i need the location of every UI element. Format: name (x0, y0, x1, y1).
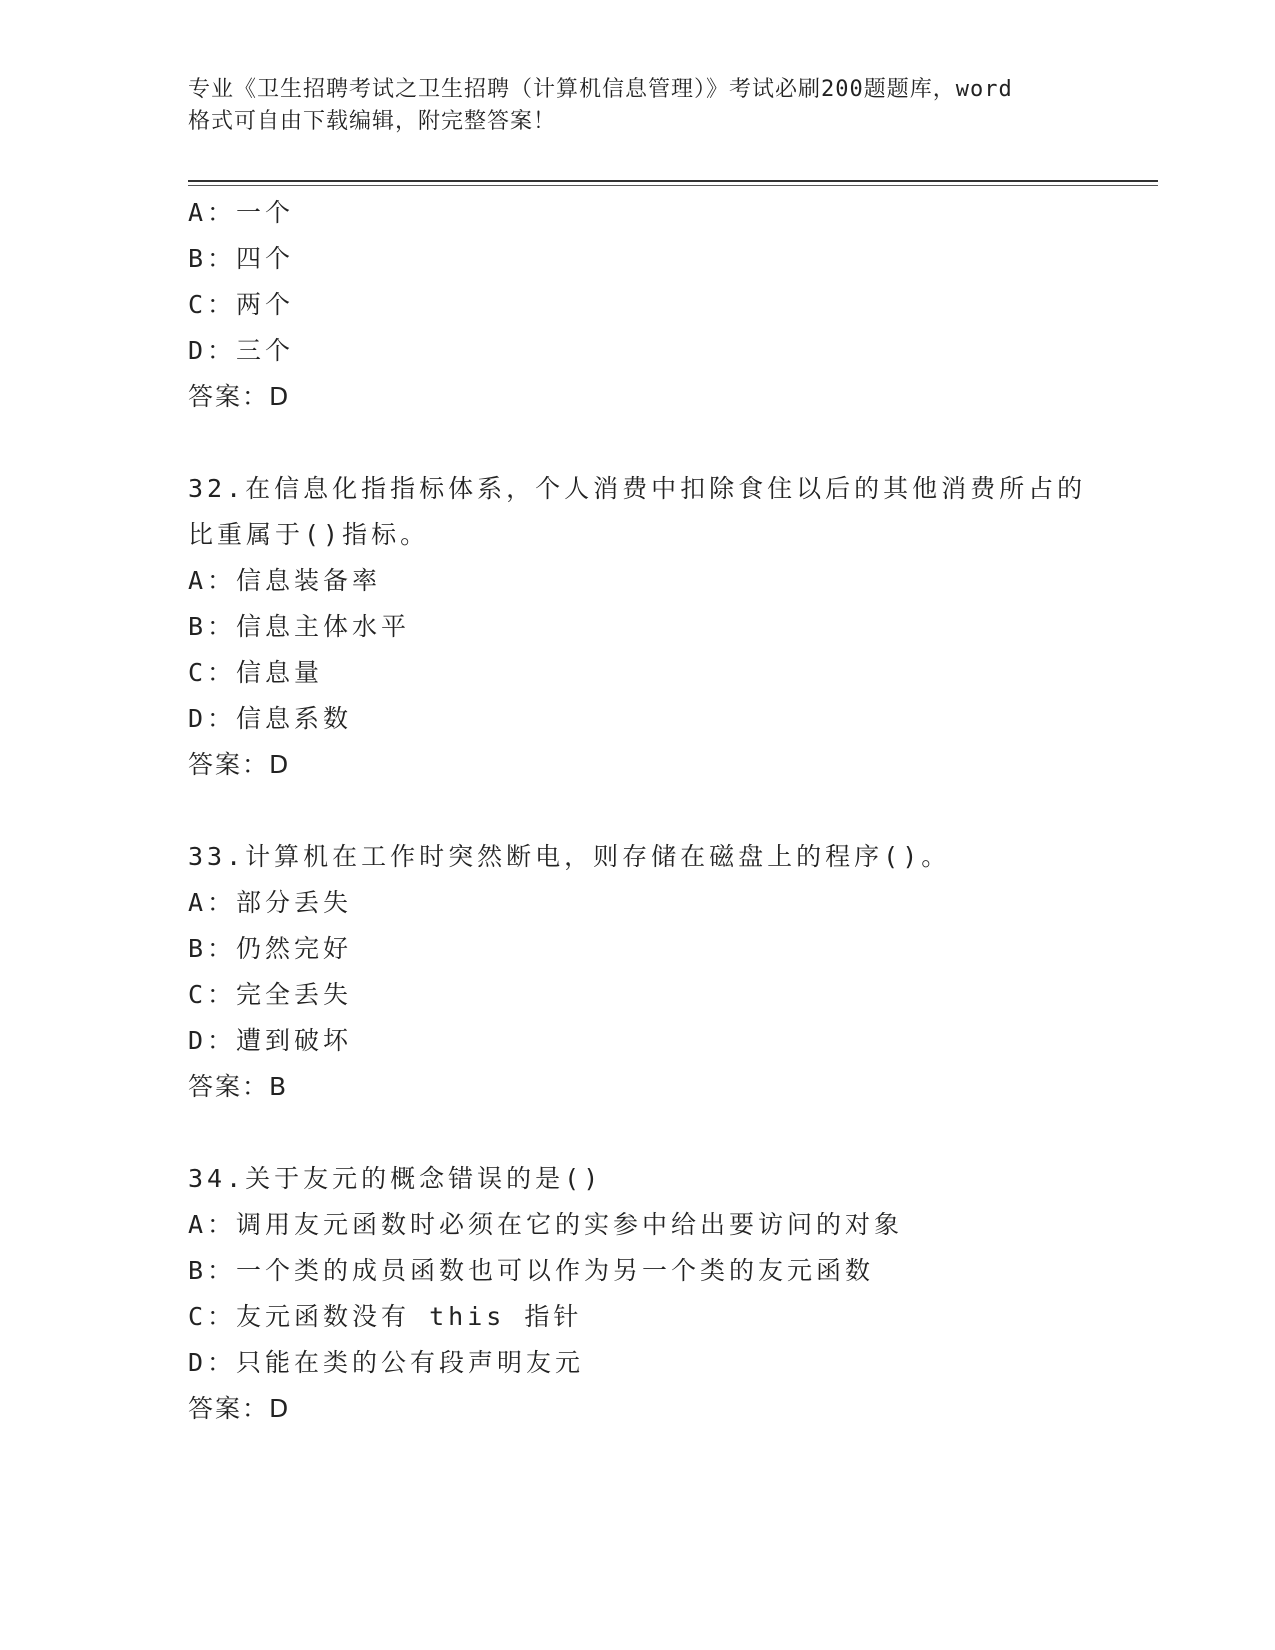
option-d: D：只能在类的公有段声明友元 (188, 1348, 585, 1377)
question-34 (188, 1156, 1148, 1432)
question-stem-line-1: 32.在信息化指指标体系，个人消费中扣除食住以后的其他消费所占的 (188, 474, 1087, 503)
option-a: A：信息装备率 (188, 566, 382, 595)
question-31 (188, 190, 1148, 420)
option-d: D：信息系数 (188, 704, 353, 733)
option-d: D：三个 (188, 336, 295, 365)
answer: 答案：D (188, 750, 291, 779)
question-stem-line-1: 34.关于友元的概念错误的是() (188, 1164, 603, 1193)
header-line-2: 格式可自由下载编辑，附完整答案！ (188, 109, 557, 134)
option-c: C：完全丢失 (188, 980, 353, 1009)
answer: 答案：D (188, 1394, 291, 1423)
option-a: A：部分丢失 (188, 888, 353, 917)
option-c: C：两个 (188, 290, 295, 319)
spacer (188, 420, 1148, 466)
answer: 答案：B (188, 1072, 289, 1101)
spacer (188, 1110, 1148, 1156)
question-33 (188, 834, 1148, 1110)
option-b: B：一个类的成员函数也可以作为另一个类的友元函数 (188, 1256, 875, 1285)
question-stem-line-2: 比重属于()指标。 (188, 520, 430, 549)
option-b: B：仍然完好 (188, 934, 353, 963)
option-a: A：一个 (188, 198, 295, 227)
question-32 (188, 466, 1148, 788)
option-c: C：友元函数没有 this 指针 (188, 1302, 583, 1331)
document-header (188, 74, 1088, 138)
option-b: B：信息主体水平 (188, 612, 411, 641)
question-list (188, 190, 1148, 1432)
option-d: D：遭到破坏 (188, 1026, 353, 1055)
option-a: A：调用友元函数时必须在它的实参中给出要访问的对象 (188, 1210, 904, 1239)
header-divider-thin (188, 185, 1158, 186)
header-divider-thick (188, 180, 1158, 182)
question-stem-line-1: 33.计算机在工作时突然断电，则存储在磁盘上的程序()。 (188, 842, 951, 871)
answer: 答案：D (188, 382, 291, 411)
option-c: C：信息量 (188, 658, 324, 687)
header-line-1: 专业《卫生招聘考试之卫生招聘（计算机信息管理）》考试必刷200题题库，word (188, 77, 1013, 102)
option-b: B：四个 (188, 244, 295, 273)
spacer (188, 788, 1148, 834)
